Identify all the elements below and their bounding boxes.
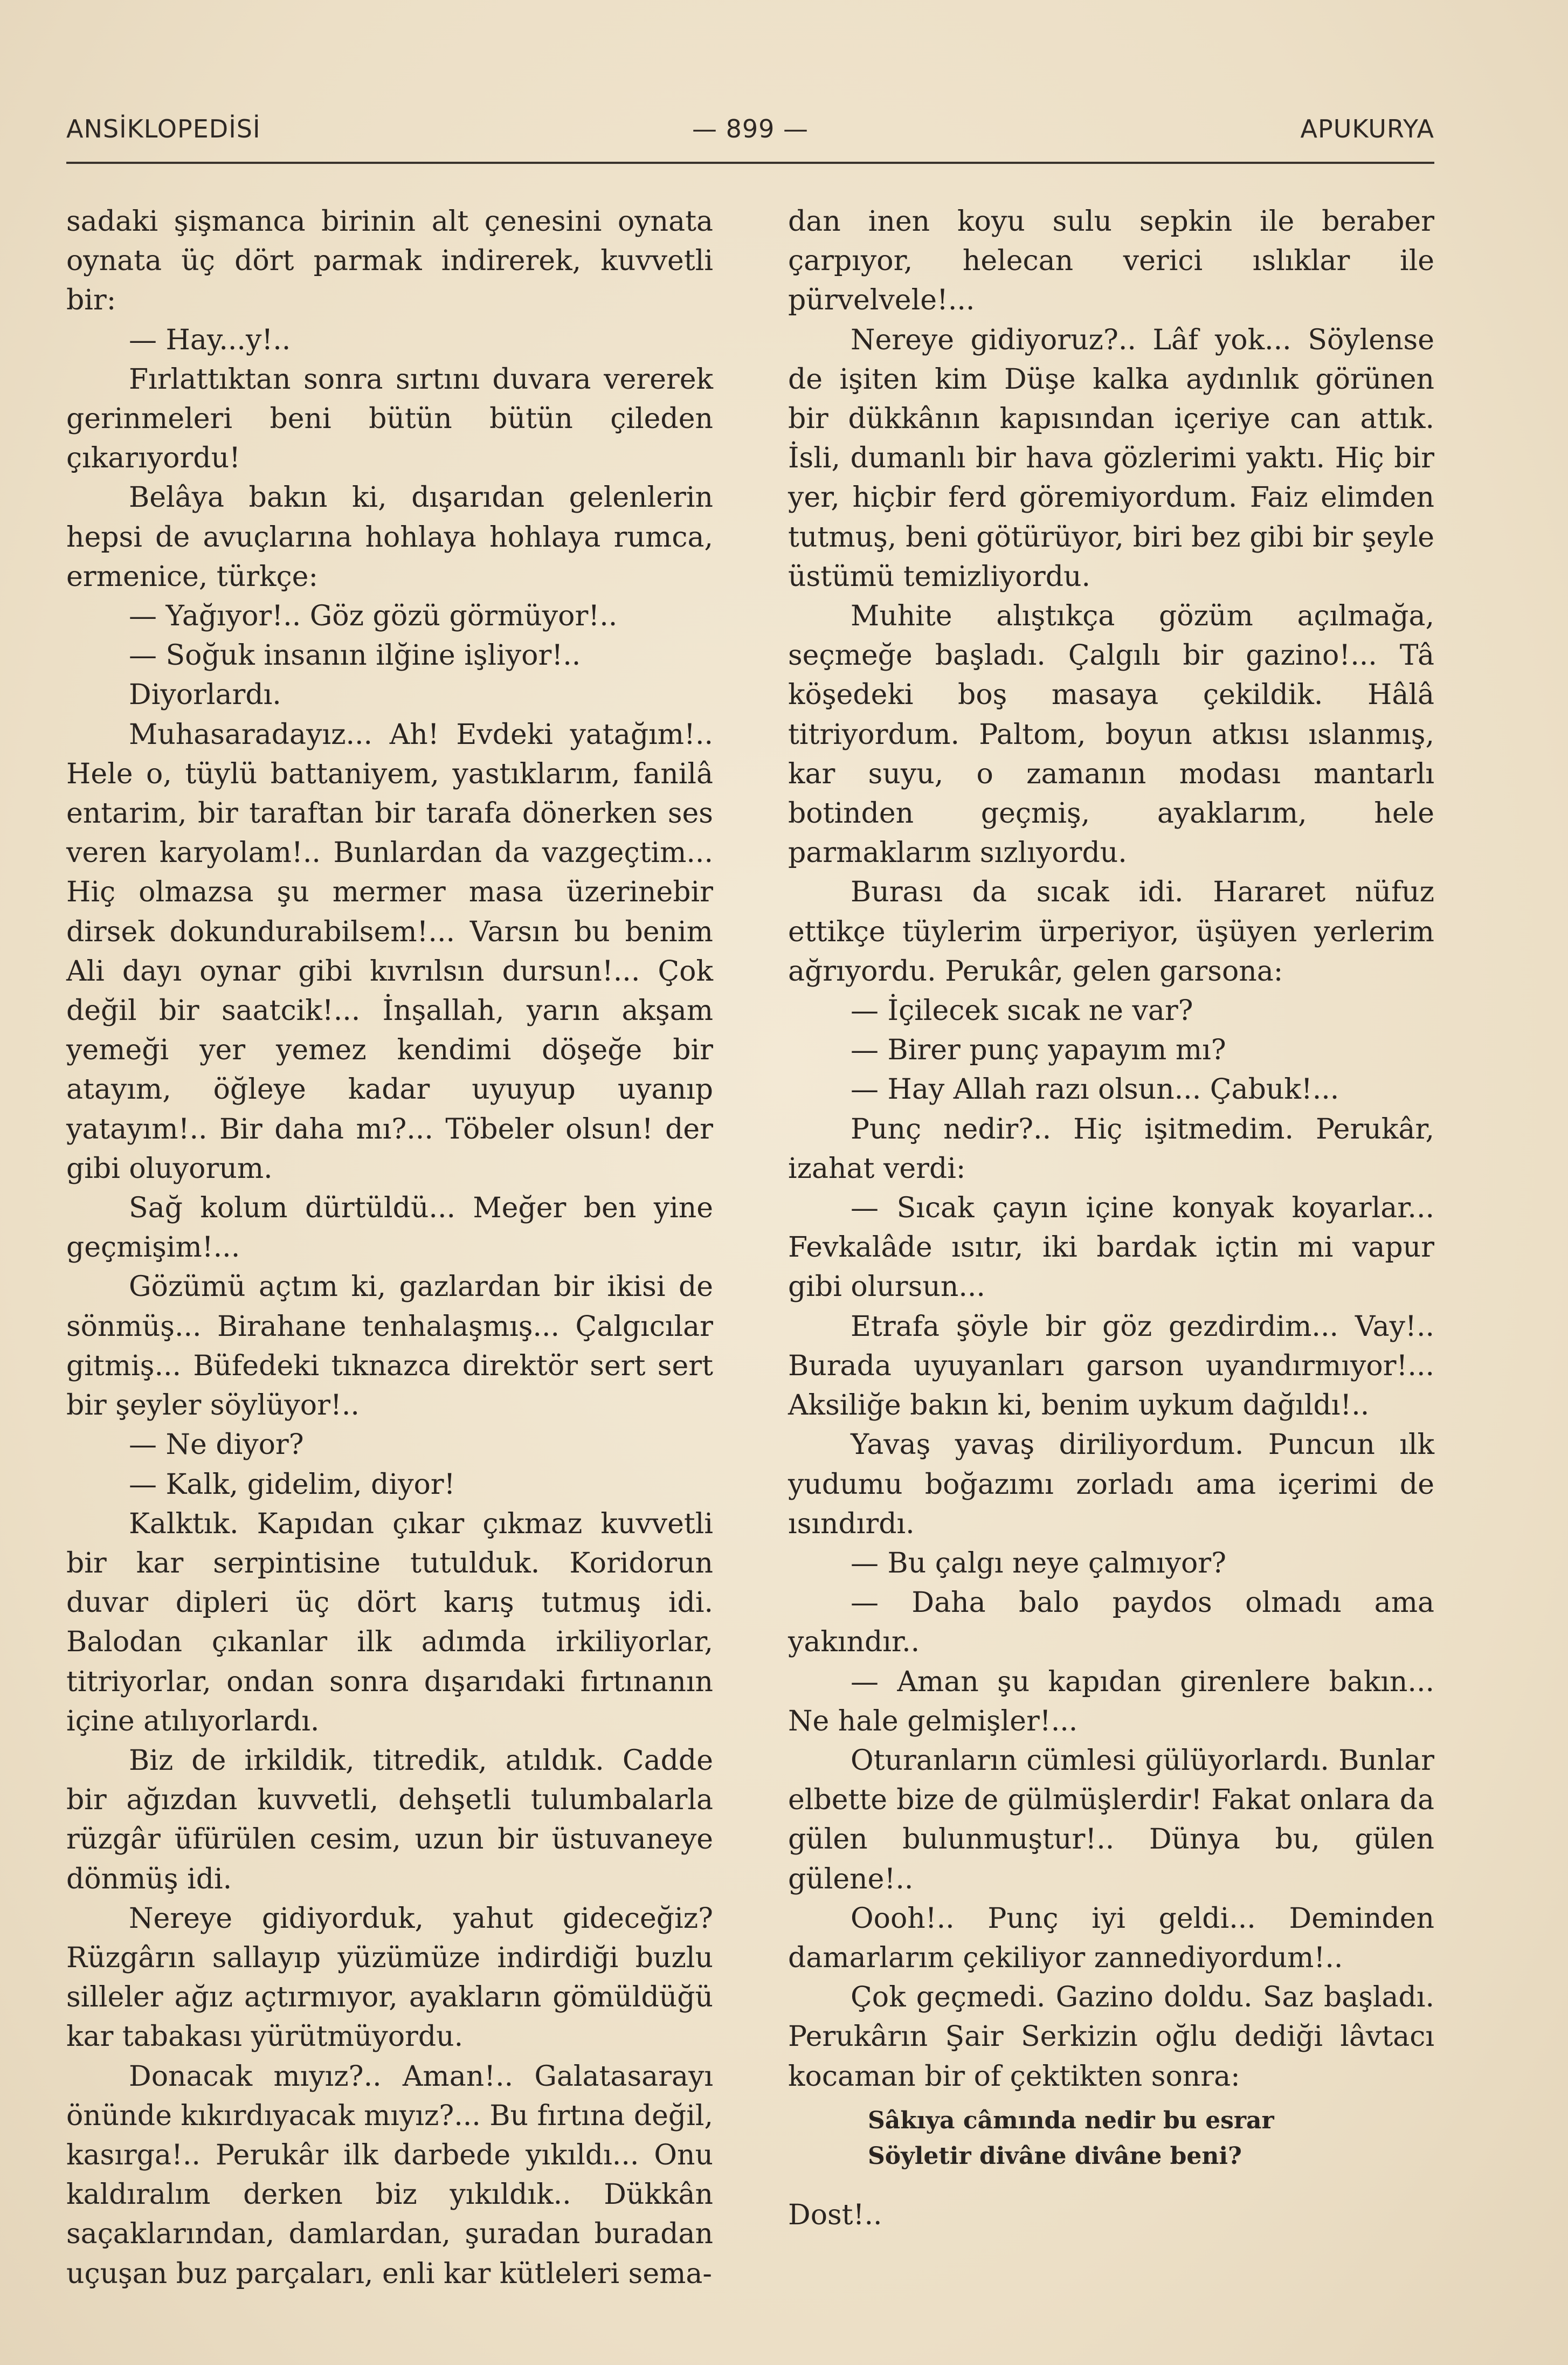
paragraph: Burası da sıcak idi. Hararet nüfuz ettikçe tüylerim ürperiyor, üşüyen yerlerim ağrıyordu. Perukâr, gelen garsona: — [788, 876, 1434, 988]
paragraph: Donacak mıyız?.. Aman!.. Galatasarayı önünde kıkırdıyacak mıyız?... Bu fırtına değil, kasırga!.. Perukâr ilk darbede yıkıldı... Onu kaldıralım derken biz yıkıldık.. Dükkân saçaklarından, damlardan, şuradan buradan uçuşan buz parçaları, enli kar kütleleri sema- — [66, 2060, 713, 2290]
paragraph: Oturanların cümlesi gülüyorlardı. Bunlar elbette bize de gülmüşlerdir! Fakat onlara da gülen bulunmuştur!.. Dünya bu, gülen gülene!.. — [788, 1744, 1434, 1895]
left-column — [66, 202, 713, 2294]
paragraph: Kalktık. Kapıdan çıkar çıkmaz kuvvetli bir kar serpintisine tutulduk. Koridorun duvar dipleri üç dört karış tutmuş idi. Balodan çıkanlar ilk adımda irkiliyorlar, titriyorlar, ondan sonra dışarıdaki fırtınanın içine atılıyorlardı. — [66, 1507, 713, 1737]
paragraph: Gözümü açtım ki, gazlardan bir ikisi de sönmüş... Birahane tenhalaşmış... Çalgıcılar gitmiş... Büfedeki tıknazca direktör sert sert bir şeyler söylüyor!.. — [66, 1271, 713, 1422]
header-rule — [66, 162, 1434, 164]
paragraph: Diyorlardı. — [129, 679, 281, 712]
paragraph: Nereye gidiyoruz?.. Lâf yok... Söylense de işiten kim Düşe kalka aydınlık görünen bir dükkânın kapısından içeriye can attık. İsli, dumanlı bir hava gözlerimi yaktı. Hiç bir yer, hiçbir ferd göremiyordum. Faiz elimden tutmuş, beni götürüyor, biri bez gibi bir şeyle üstümü temizliyordu. — [788, 323, 1434, 593]
verse-line: Söyletir divâne divâne beni? — [868, 2142, 1242, 2170]
paragraph: — Birer punç yapayım mı? — [851, 1034, 1226, 1067]
paragraph: Muhite alıştıkça gözüm açılmağa, seçmeğe başladı. Çalgılı bir gazino!... Tâ köşedeki boş masaya çekildik. Hâlâ titriyordum. Paltom, boyun atkısı ıslanmış, kar suyu, o zamanın modası mantarlı botinden geçmiş, ayaklarım, hele parmaklarım sızlıyordu. — [788, 600, 1434, 870]
paragraph: Etrafa şöyle bir göz gezdirdim... Vay!.. Burada uyuyanları garson uyandırmıyor!... Aksiliğe bakın ki, benim uykum dağıldı!.. — [788, 1310, 1434, 1422]
paragraph: Nereye gidiyorduk, yahut gideceğiz? Rüzgârın sallayıp yüzümüze indirdiği buzlu silleler ağız açtırmıyor, ayakların gömüldüğü kar tabakası yürütmüyordu. — [66, 1902, 713, 2053]
paragraph: — Daha balo paydos olmadı ama yakındır.. — [788, 1587, 1434, 1659]
paragraph: — Ne diyor? — [129, 1429, 304, 1461]
paragraph: — İçilecek sıcak ne var? — [851, 995, 1193, 1028]
paragraph: Oooh!.. Punç iyi geldi... Deminden damarlarım çekiliyor zannediyordum!.. — [788, 1902, 1434, 1974]
paragraph: Çok geçmedi. Gazino doldu. Saz başladı. Perukârın Şair Serkizin oğlu dediği lâvtacı kocaman bir of çektikten sonra: — [788, 1981, 1434, 2093]
verse-line: Sâkıya câmında nedir bu esrar — [868, 2106, 1274, 2134]
header-right: APUKURYA — [1300, 114, 1434, 143]
paragraph: dan inen koyu sulu sepkin ile beraber çarpıyor, helecan verici ıslıklar ile pürvelvele!... — [788, 205, 1434, 317]
right-column — [788, 202, 1434, 2235]
paragraph: Belâya bakın ki, dışarıdan gelenlerin hepsi de avuçlarına hohlaya hohlaya rumca, ermenice, türkçe: — [66, 481, 713, 593]
page-number: — 899 — — [692, 114, 809, 143]
paragraph: — Bu çalgı neye çalmıyor? — [851, 1547, 1227, 1580]
paragraph: Punç nedir?.. Hiç işitmedim. Perukâr, izahat verdi: — [788, 1113, 1434, 1185]
paragraph: — Yağıyor!.. Göz gözü görmüyor!.. — [129, 600, 618, 633]
paragraph: — Soğuk insanın ilğine işliyor!.. — [129, 639, 581, 672]
paragraph: Yavaş yavaş diriliyordum. Puncun ılk yudumu boğazımı zorladı ama içerimi de ısındırdı. — [788, 1429, 1434, 1540]
paragraph: — Hay Allah razı olsun... Çabuk!... — [851, 1073, 1339, 1106]
paragraph: sadaki şişmanca birinin alt çenesini oynata oynata üç dört parmak indirerek, kuvvetli bir: — [66, 205, 713, 317]
running-header — [66, 114, 1434, 163]
paragraph: — Aman şu kapıdan girenlere bakın... Ne hale gelmişler!... — [788, 1665, 1434, 1737]
header-left: ANSİKLOPEDİSİ — [66, 114, 261, 143]
paragraph: Fırlattıktan sonra sırtını duvara vererek gerinmeleri beni bütün bütün çileden çıkarıyordu! — [66, 363, 713, 475]
paragraph: — Hay...y!.. — [129, 323, 291, 356]
paragraph: Sağ kolum dürtüldü... Meğer ben yine geçmişim!... — [66, 1192, 713, 1264]
paragraph: — Sıcak çayın içine konyak koyarlar... Fevkalâde ısıtır, iki bardak içtin mi vapur gibi olursun... — [788, 1192, 1434, 1304]
paragraph: — Kalk, gidelim, diyor! — [129, 1468, 455, 1501]
paragraph: Muhasaradayız... Ah! Evdeki yatağım!.. Hele o, tüylü battaniyem, yastıklarım, fanilâ entarim, bir taraftan bir tarafa dönerken ses veren karyolam!.. Bunlardan da vazgeçtim... Hiç olmazsa şu mermer masa üzerinebir dirsek dokundurabilsem!... Varsın bu benim Ali dayı oynar gibi kıvrılsın dursun!... Çok değil bir saatcik!... İnşallah, yarın akşam yemeği yer yemez kendimi döşeğe bir atayım, öğleye kadar uyuyup uyanıp yatayım!.. Bir daha mı?... Töbeler olsun! der gibi oluyorum. — [66, 718, 713, 1185]
paragraph: Biz de irkildik, titredik, atıldık. Cadde bir ağızdan kuvvetli, dehşetli tulumbalarla rüzgâr üfürülen cesim, uzun bir üstuvaneye dönmüş idi. — [66, 1744, 713, 1895]
paragraph: Dost!.. — [788, 2198, 882, 2231]
verse-quote — [788, 2103, 1434, 2174]
